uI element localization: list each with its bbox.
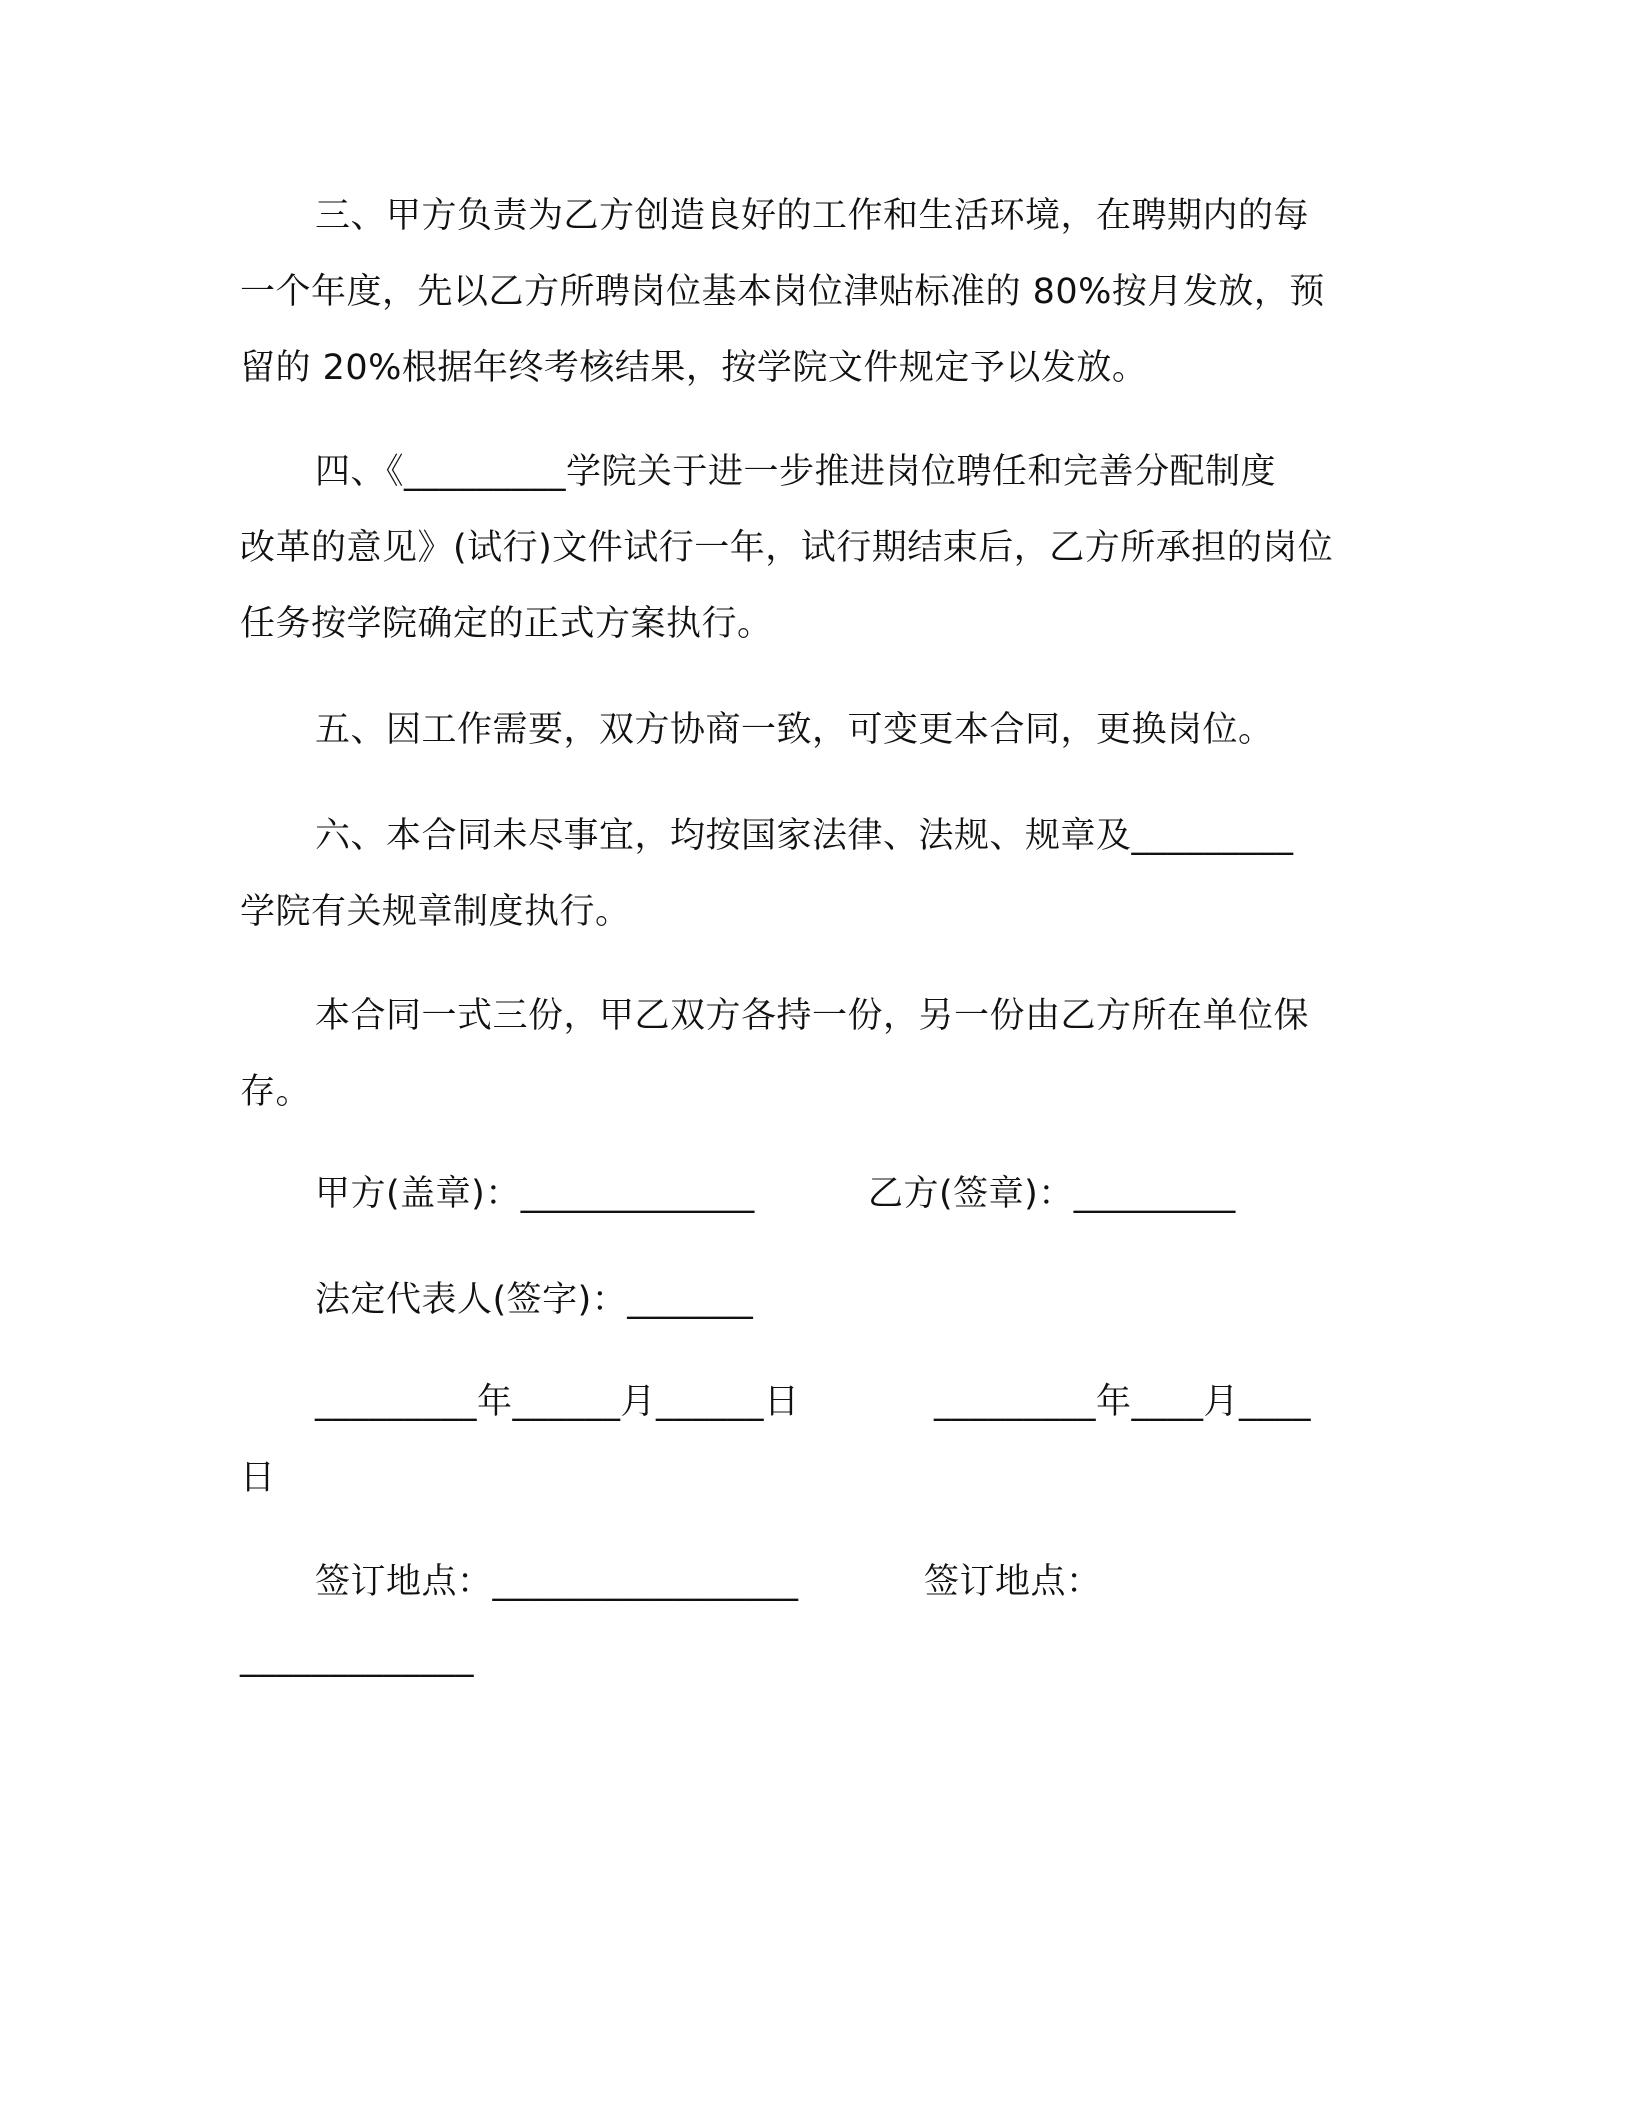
- para-5-line-1: 五、因工作需要，双方协商一致，可变更本合同，更换岗位。: [315, 710, 1274, 750]
- signing-place-b-line: _____________: [240, 1638, 474, 1678]
- date-party-b: _________年____月____: [934, 1382, 1312, 1422]
- para-4-line-1: 四、《_________学院关于进一步推进岗位聘任和完善分配制度: [315, 452, 1277, 492]
- para-3-line-1: 三、甲方负责为乙方创造良好的工作和生活环境，在聘期内的每: [315, 196, 1310, 236]
- para-4-line-2: 改革的意见》(试行)文件试行一年，试行期结束后，乙方所承担的岗位: [240, 528, 1334, 568]
- para-7-line-1: 本合同一式三份，甲乙双方各持一份，另一份由乙方所在单位保: [315, 996, 1310, 1036]
- para-4-line-3: 任务按学院确定的正式方案执行。: [240, 604, 773, 644]
- para-6-line-1: 六、本合同未尽事宜，均按国家法律、法规、规章及_________: [315, 816, 1294, 856]
- date-party-a: _________年______月______日: [315, 1382, 800, 1422]
- date-party-b-day: 日: [240, 1458, 276, 1498]
- signing-place-a: 签订地点：_________________: [315, 1562, 799, 1602]
- party-a-seal: 甲方(盖章)：_____________: [315, 1174, 755, 1214]
- para-3-line-3: 留的 20%根据年终考核结果，按学院文件规定予以发放。: [240, 348, 1148, 388]
- para-7-line-2: 存。: [240, 1072, 312, 1112]
- signing-place-b: 签订地点：: [924, 1562, 1102, 1602]
- party-b-signature: 乙方(签章)：_________: [868, 1174, 1236, 1214]
- legal-representative-signature: 法定代表人(签字)：_______: [315, 1280, 754, 1320]
- para-3-line-2: 一个年度，先以乙方所聘岗位基本岗位津贴标准的 80%按月发放，预: [240, 272, 1325, 312]
- para-6-line-2: 学院有关规章制度执行。: [240, 892, 631, 932]
